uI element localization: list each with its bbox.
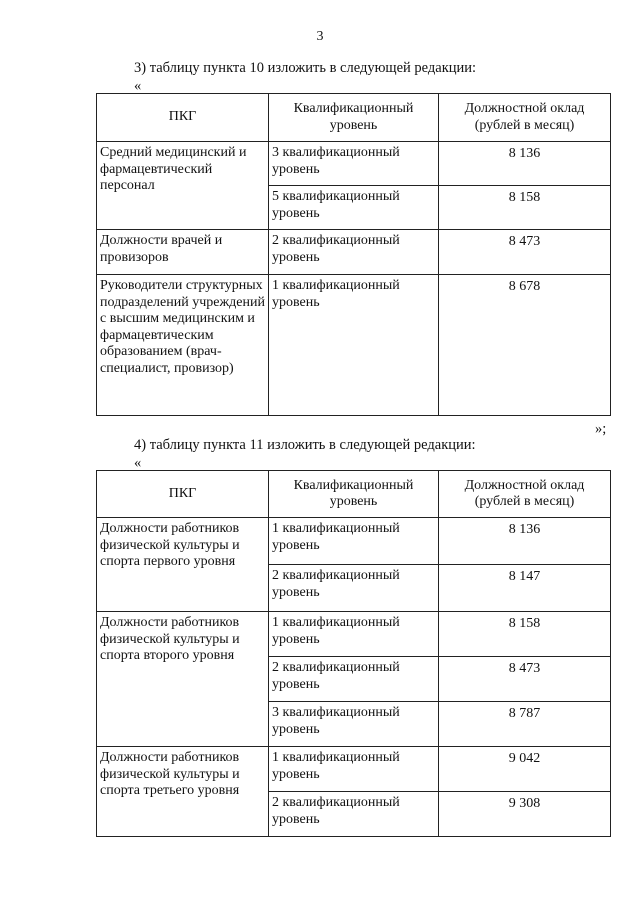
table-row [97, 612, 611, 657]
level-cell: 2 квалификационный уровень [269, 657, 439, 702]
table-row [97, 275, 611, 416]
salary-cell: 9 042 [439, 747, 611, 792]
header-pkg: ПКГ [97, 94, 269, 142]
item3-intro: 3) таблицу пункта 10 изложить в следующей редакции: [134, 60, 477, 76]
header-salary: Должностной оклад (рублей в месяц) [439, 94, 611, 142]
salary-cell: 8 147 [439, 565, 611, 612]
page-number: 3 [316, 29, 324, 44]
salary-cell: 8 158 [439, 186, 611, 230]
level-cell: 2 квалификационный уровень [269, 565, 439, 612]
item3-open-quote: « [134, 78, 142, 94]
table-row [97, 142, 611, 186]
header-level: Квалификационный уровень [269, 471, 439, 518]
group-cell: Средний медицинский и фармацевтический персонал [97, 142, 269, 230]
level-cell: 1 квалификационный уровень [269, 275, 439, 416]
salary-cell: 8 678 [439, 275, 611, 416]
table-header-row [97, 94, 611, 142]
table-row [97, 747, 611, 792]
level-cell: 3 квалификационный уровень [269, 702, 439, 747]
table-header-row [97, 471, 611, 518]
level-cell: 3 квалификационный уровень [269, 142, 439, 186]
table-item3 [96, 93, 611, 416]
table-row [97, 518, 611, 565]
item4-intro: 4) таблицу пункта 11 изложить в следующей редакции: [134, 437, 476, 453]
group-cell: Должности врачей и провизоров [97, 230, 269, 275]
header-level: Квалификационный уровень [269, 94, 439, 142]
salary-cell: 9 308 [439, 792, 611, 837]
salary-cell: 8 158 [439, 612, 611, 657]
table-row [97, 230, 611, 275]
salary-cell: 8 787 [439, 702, 611, 747]
group-cell: Должности работников физической культуры и спорта второго уровня [97, 612, 269, 747]
table-item4 [96, 470, 611, 837]
level-cell: 2 квалификационный уровень [269, 792, 439, 837]
header-pkg: ПКГ [97, 471, 269, 518]
header-salary: Должностной оклад (рублей в месяц) [439, 471, 611, 518]
salary-cell: 8 473 [439, 230, 611, 275]
item4-open-quote: « [134, 455, 142, 471]
item3-close-quote: »; [595, 421, 607, 437]
salary-cell: 8 136 [439, 142, 611, 186]
level-cell: 5 квалификационный уровень [269, 186, 439, 230]
group-cell: Руководители структурных подразделений учреждений с высшим медицинским и фармацевтическим образованием (врач-специалист, провизор) [97, 275, 269, 416]
group-cell: Должности работников физической культуры и спорта первого уровня [97, 518, 269, 612]
salary-cell: 8 473 [439, 657, 611, 702]
level-cell: 2 квалификационный уровень [269, 230, 439, 275]
level-cell: 1 квалификационный уровень [269, 612, 439, 657]
salary-cell: 8 136 [439, 518, 611, 565]
level-cell: 1 квалификационный уровень [269, 747, 439, 792]
group-cell: Должности работников физической культуры и спорта третьего уровня [97, 747, 269, 837]
level-cell: 1 квалификационный уровень [269, 518, 439, 565]
